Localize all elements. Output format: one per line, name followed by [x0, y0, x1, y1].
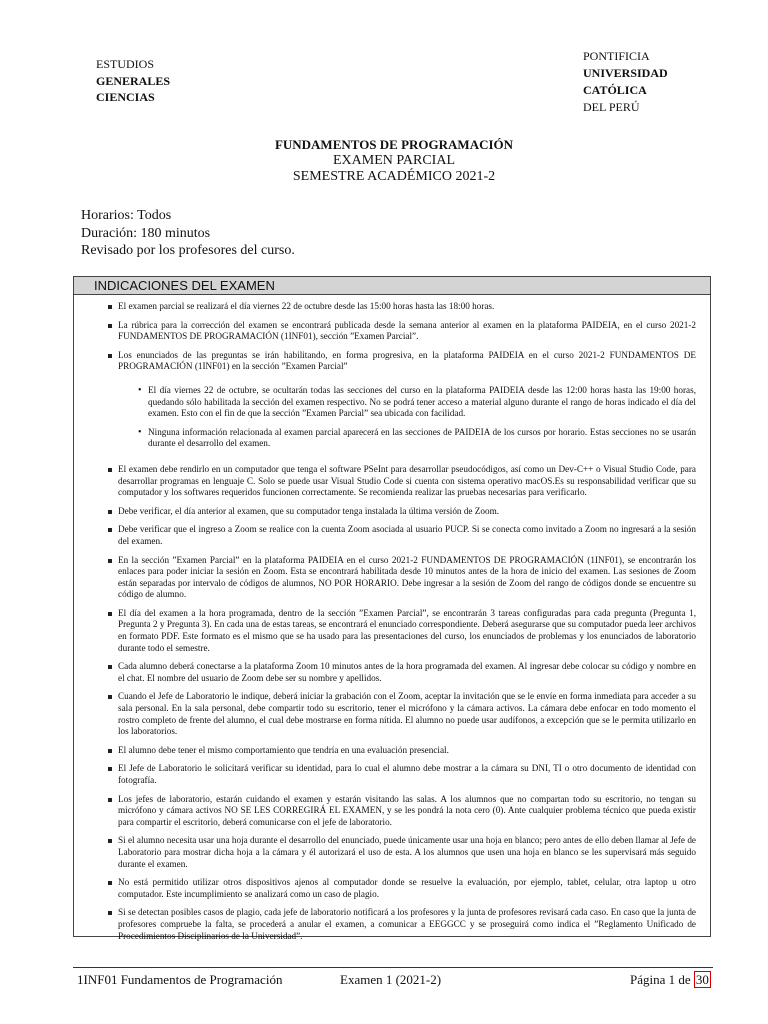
- list-item: El día del examen a la hora programada, dentro de la sección ”Examen Parcial”, se encontrarán 3 tareas configuradas para cada pregunta (Pregunta 1, Pregunta 2 y Pregunta 3). En cada una de estas tareas, se encontrará el enunciado correspondiente. Deberá asegurarse que su computador pueda leer archivos en formato PDF. Este formato es el mismo que se ha usado para las presentaciones del curso, los enunciados de problemas y los enunciados de laboratorio durante todo el semestre.: [118, 607, 696, 653]
- list-item: El examen debe rendirlo en un computador que tenga el software PSeInt para desarrollar pseudocódigos, así como un Dev-C++ o Visual Studio Code, para desarrollar programas en lenguaje C. Solo se puede usar Visual Studio Code si cuenta con sistema operativo macOS.Es su responsabilidad verificar que su computador y los softwares requeridos funcionen correctamente. Se recomienda realizar las pruebas necesarias para verificarlo.: [118, 463, 696, 498]
- faculty-header: [96, 56, 170, 106]
- footer-divider: [73, 967, 713, 968]
- list-item: No está permitido utilizar otros dispositivos ajenos al computador donde se resuelve la evaluación, por ejemplo, tablet, celular, otra laptop u otro computador. Este incumplimiento se analizará como un caso de plagio.: [118, 877, 696, 899]
- semester-title: SEMESTRE ACADÉMICO 2021-2: [292, 169, 496, 184]
- sub-list: [118, 385, 696, 450]
- list-item: Debe verificar, el día anterior al examen, que su computador tenga instalada la última versión de Zoom.: [118, 506, 696, 518]
- list-item: La rúbrica para la corrección del examen se encontrará publicada desde la semana anterior al examen en la plataforma PAIDEIA, en el curso 2021-2 FUNDAMENTOS DE PROGRAMACIÓN (1INF01), sección ”Examen Parcial”.: [118, 319, 696, 342]
- list-item: Si el alumno necesita usar una hoja durante el desarrollo del enunciado, puede únicamente usar una hoja en blanco; pero antes de ello deben llamar al Jefe de Laboratorio para mostrar dicha hoja a la cámara y él autorizará el uso de esta. A los alumnos que usen una hoja en blanco se les supervisará más seguido durante el examen.: [118, 835, 696, 869]
- course-title: FUNDAMENTOS DE PROGRAMACIÓN: [274, 137, 514, 152]
- schedule-text: Horarios: Todos: [81, 208, 172, 223]
- list-item: Los enunciados de las preguntas se irán habilitando, en forma progresiva, en la plataforma PAIDEIA en el curso 2021-2 FUNDAMENTOS DE PROGRAMACIÓN (1INF01) en la sección ”Examen Parcial” • El día viernes 22 de octubre, se ocultarán todas las secciones del curso en la plataforma PAIDEIA desde las 12:00 horas hasta las 19:00 horas, quedando sólo habilitada la sección del examen respectivo. No se podrá tener acceso a material alguno durante el rango de horas indicado el día del examen. Esto con el fin de que la sección ”Examen Parcial” sea ubicada con facilidad. • Ninguna información relacionada al examen parcial aparecerá en las secciones de PAIDEIA de los cursos por horario. Estas secciones no se usarán durante el desarrollo del examen.: [118, 350, 696, 450]
- university-line-4: DEL PERÚ: [583, 100, 640, 114]
- list-item: Cuando el Jefe de Laboratorio le indique, deberá iniciar la grabación con el Zoom, aceptar la invitación que se le envíe en forma inmediata para acceder a su sala personal. En la sala personal, debe compartir todo su escritorio, tener el micrófono y la cámara activos. La cámara debe enfocar en todo momento el rostro completo de frente del alumno, el cual debe mostrarse en forma nítida. El alumno no puede usar audífonos, a excepción que se le permita utilizarlo en los laboratorios.: [118, 691, 696, 737]
- document-title: [0, 137, 768, 185]
- exam-meta: [81, 207, 295, 260]
- duration-text: Duración: 180 minutos: [81, 225, 211, 241]
- list-item: Los jefes de laboratorio, estarán cuidando el examen y estarán visitando las salas. A los alumnos que no compartan todo su escritorio, no tengan su micrófono y cámara activos NO SE LES CORREGIRÁ EL EXAMEN, y se les pondrá la nota cero (0). Ante cualquier problema técnico que pueda existir para compartir el escritorio, deberá comunicarse con el jefe de laboratorio.: [118, 793, 696, 827]
- list-item: El alumno debe tener el mismo comportamiento que tendría en una evaluación presencial.: [118, 745, 696, 757]
- instructions-box: [73, 276, 711, 941]
- university-header: [583, 48, 668, 116]
- footer-page-number: [630, 972, 711, 988]
- total-pages-link[interactable]: 30: [695, 972, 709, 987]
- list-item: El examen parcial se realizará el día viernes 22 de octubre desde las 15:00 horas hasta las 18:00 horas.: [118, 301, 696, 313]
- list-item: Si se detectan posibles casos de plagio, cada jefe de laboratorio notificará a los profesores y la junta de profesores revisará cada caso. En caso que la junta de profesores compruebe la falta, se procederá a anular el examen, a comunicar a EEGGCC y se proseguirá como indica el ”Reglamento Unificado de Procedimientos Disciplinarios de la Universidad”.: [118, 907, 696, 941]
- footer-exam: Examen 1 (2021-2): [340, 972, 442, 987]
- university-line-1: PONTIFICIA: [583, 49, 650, 63]
- faculty-line-2: GENERALES: [96, 73, 171, 88]
- reviewed-text: Revisado por los profesores del curso.: [81, 243, 295, 258]
- sub-list-item: • Ninguna información relacionada al examen parcial aparecerá en las secciones de PAIDEIA de los cursos por horario. Estas secciones no se usarán durante el desarrollo del examen.: [148, 427, 696, 450]
- faculty-line-1: ESTUDIOS: [96, 57, 155, 71]
- footer-course: 1INF01 Fundamentos de Programación: [77, 972, 283, 987]
- faculty-line-3: CIENCIAS: [96, 90, 155, 104]
- exam-title: EXAMEN PARCIAL: [333, 153, 455, 168]
- list-item: En la sección ”Examen Parcial” en la plataforma PAIDEIA en el curso 2021-2 FUNDAMENTOS DE PROGRAMACIÓN (1INF01), se encontrarán los enlaces para poder iniciar la sesión en Zoom. Esta se encontrará habilitada desde 10 minutos antes de la hora de inicio del examen. Las sesiones de Zoom están separadas por intervalo de códigos de alumnos, NO POR HORARIO. Debe ingresar a la sesión de Zoom del rango de códigos donde se encuentre su código de alumno.: [118, 554, 696, 600]
- instructions-heading: INDICACIONES DEL EXAMEN: [74, 277, 710, 295]
- list-item: Debe verificar que el ingreso a Zoom se realice con la cuenta Zoom asociada al usuario PUCP. Si se conecta como invitado a Zoom no ingresará a la sesión del examen.: [118, 524, 696, 546]
- page-prefix: Página 1 de: [630, 972, 694, 987]
- instructions-list: [118, 301, 696, 949]
- university-line-2: UNIVERSIDAD: [583, 66, 668, 80]
- list-item: Cada alumno deberá conectarse a la plataforma Zoom 10 minutos antes de la hora programada del examen. Al ingresar debe colocar su código y nombre en el chat. El nombre del usuario de Zoom debe ser su nombre y apellidos.: [118, 661, 696, 683]
- list-item: El Jefe de Laboratorio le solicitará verificar su identidad, para lo cual el alumno debe mostrar a la cámara su DNI, TI o otro documento de identidad con fotografía.: [118, 763, 696, 785]
- university-line-3: CATÓLICA: [583, 83, 647, 97]
- sub-list-item: • El día viernes 22 de octubre, se ocultarán todas las secciones del curso en la plataforma PAIDEIA desde las 12:00 horas hasta las 19:00 horas, quedando sólo habilitada la sección del examen respectivo. No se podrá tener acceso a material alguno durante el rango de horas indicado el día del examen. Esto con el fin de que la sección ”Examen Parcial” sea ubicada con facilidad.: [148, 385, 696, 420]
